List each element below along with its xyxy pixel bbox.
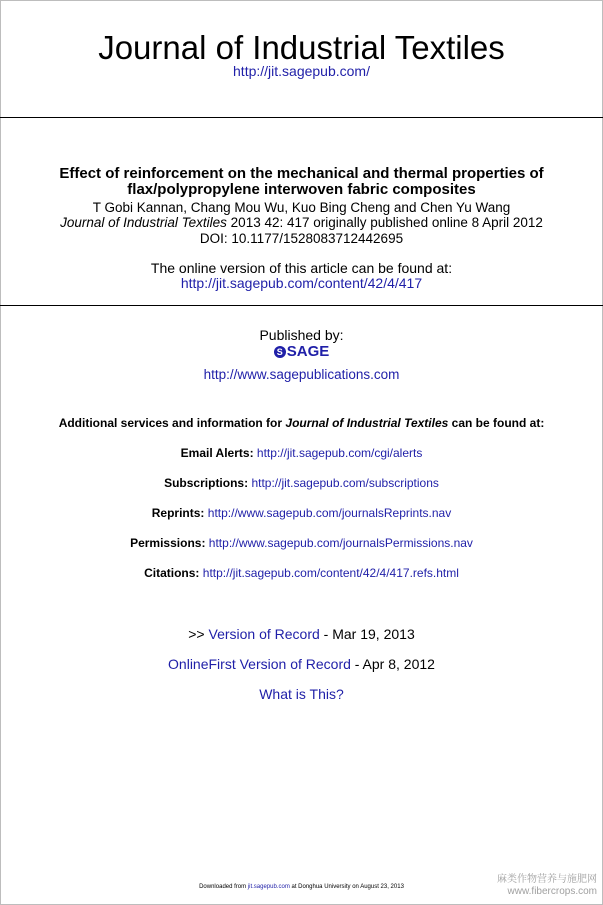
- service-label: Subscriptions:: [164, 476, 249, 490]
- online-version-link[interactable]: http://jit.sagepub.com/content/42/4/417: [180, 275, 423, 291]
- article-citation: [0, 215, 603, 231]
- footer-suffix: at Donghua University on August 23, 2013: [289, 884, 404, 890]
- footer-link[interactable]: jit.sagepub.com: [247, 884, 290, 890]
- journal-url-line: [0, 62, 603, 80]
- article-title: [0, 166, 603, 198]
- citation-journal: Journal of Industrial Textiles: [60, 215, 227, 230]
- site-watermark: [497, 874, 597, 898]
- service-link[interactable]: http://www.sagepub.com/journalsReprints.nav: [207, 506, 452, 520]
- published-by-label: Published by:: [259, 327, 344, 343]
- publisher-url-link[interactable]: http://www.sagepublications.com: [203, 367, 400, 382]
- version-of-record-link[interactable]: Version of Record: [208, 626, 320, 642]
- article-authors: T Gobi Kannan, Chang Mou Wu, Kuo Bing Cheng and Chen Yu Wang: [92, 200, 511, 215]
- service-label: Email Alerts:: [180, 446, 254, 460]
- journal-title: Journal of Industrial Textiles: [98, 29, 505, 66]
- citation-details: 2013 42: 417 originally published online 8 April 2012: [226, 215, 543, 230]
- article-title-line1: Effect of reinforcement on the mechanical and thermal properties of: [59, 165, 544, 182]
- online-version-label: The online version of this article can be found at:: [150, 260, 453, 276]
- onlinefirst-line: [0, 655, 603, 673]
- version-of-record-line: [0, 625, 603, 643]
- service-link[interactable]: http://jit.sagepub.com/subscriptions: [251, 476, 439, 490]
- article-title-line2: flax/polypropylene interwoven fabric composites: [127, 181, 476, 198]
- what-is-this-link[interactable]: What is This?: [259, 686, 344, 702]
- footer-prefix: Downloaded from: [199, 884, 248, 890]
- middle-divider: [0, 305, 603, 306]
- sage-globe-icon: S: [274, 346, 286, 358]
- service-label: Permissions:: [130, 536, 206, 550]
- publisher-url-line: [0, 366, 603, 383]
- services-heading-suffix: can be found at:: [448, 416, 545, 430]
- onlinefirst-link[interactable]: OnlineFirst Version of Record: [168, 656, 351, 672]
- sage-logo[interactable]: [0, 343, 603, 361]
- service-email-alerts: [0, 446, 603, 461]
- article-doi: DOI: 10.1177/1528083712442695: [199, 231, 404, 246]
- version-of-record-date: - Mar 19, 2013: [319, 626, 415, 642]
- service-link[interactable]: http://jit.sagepub.com/cgi/alerts: [256, 446, 423, 460]
- onlinefirst-date: - Apr 8, 2012: [350, 656, 435, 672]
- services-heading: [0, 416, 603, 431]
- service-subscriptions: [0, 476, 603, 491]
- service-label: Citations:: [144, 566, 200, 580]
- watermark-line1: 麻类作物营养与施肥网: [497, 874, 597, 885]
- service-reprints: [0, 506, 603, 521]
- service-label: Reprints:: [151, 506, 205, 520]
- online-version-line: [0, 275, 603, 292]
- version-prefix: >>: [188, 626, 209, 642]
- sage-logo-text: SAGE: [286, 343, 330, 360]
- service-link[interactable]: http://jit.sagepub.com/content/42/4/417.refs.html: [202, 566, 459, 580]
- services-heading-prefix: Additional services and information for: [58, 416, 286, 430]
- service-link[interactable]: http://www.sagepub.com/journalsPermissions.nav: [208, 536, 473, 550]
- journal-url-link[interactable]: http://jit.sagepub.com/: [233, 63, 370, 79]
- services-heading-journal: Journal of Industrial Textiles: [285, 416, 449, 430]
- what-is-this-line: [0, 685, 603, 703]
- watermark-line2: www.fibercrops.com: [507, 886, 597, 897]
- service-permissions: [0, 536, 603, 551]
- top-divider: [0, 117, 603, 118]
- service-citations: [0, 566, 603, 581]
